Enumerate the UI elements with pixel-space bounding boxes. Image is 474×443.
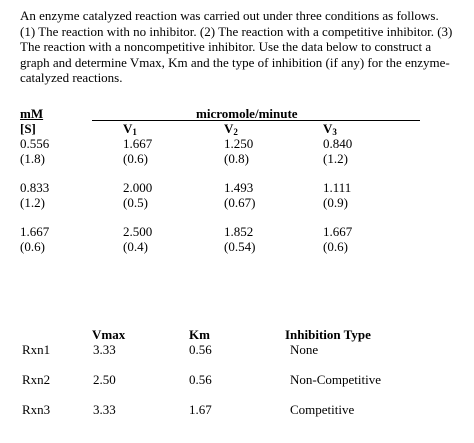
cell-inhibition-type: None — [290, 342, 319, 357]
cell-v2: 1.250 — [224, 136, 254, 151]
cell-v2: 1.493 — [224, 180, 254, 195]
cell-v1: 2.500 — [123, 224, 153, 239]
cell-v3-reciprocal: (0.9) — [323, 195, 348, 210]
cell-v3-reciprocal: (0.6) — [323, 239, 348, 254]
header-rule — [92, 120, 420, 121]
row-label-rxn: Rxn3 — [22, 402, 51, 417]
cell-v1-reciprocal: (0.5) — [123, 195, 148, 210]
intro-line: The reaction with a noncompetitive inhibitor. Use the data below to construct a — [20, 39, 432, 54]
cell-v3-reciprocal: (1.2) — [323, 151, 348, 166]
header-km: Km — [189, 327, 210, 342]
problem-statement — [20, 8, 462, 86]
cell-v1: 2.000 — [123, 180, 153, 195]
cell-km: 0.56 — [189, 342, 212, 357]
cell-v1-reciprocal: (0.6) — [123, 151, 148, 166]
intro-line: catalyzed reactions. — [20, 70, 123, 85]
cell-v2-reciprocal: (0.8) — [224, 151, 249, 166]
cell-v1-reciprocal: (0.4) — [123, 239, 148, 254]
cell-s-reciprocal: (1.8) — [20, 151, 45, 166]
cell-inhibition-type: Non-Competitive — [290, 372, 381, 387]
cell-vmax: 3.33 — [93, 342, 116, 357]
cell-s-reciprocal: (0.6) — [20, 239, 45, 254]
header-v3: $V_3$ — [323, 121, 337, 137]
cell-s: 0.556 — [20, 136, 50, 151]
unit-s-label: mM — [20, 106, 44, 121]
cell-s: 1.667 — [20, 224, 50, 239]
intro-line: graph and determine Vmax, Km and the type of inhibition (if any) for the enzyme- — [20, 54, 450, 70]
cell-vmax: 3.33 — [93, 402, 116, 417]
header-v1: $V_1$ — [123, 121, 137, 137]
cell-km: 0.56 — [189, 372, 212, 387]
unit-v-label: micromole/minute — [196, 106, 298, 121]
header-inhibition-type: Inhibition Type — [285, 327, 371, 342]
cell-v3: 0.840 — [323, 136, 353, 151]
cell-v1: 1.667 — [123, 136, 153, 151]
cell-v2: 1.852 — [224, 224, 254, 239]
intro-line: An enzyme catalyzed reaction was carried out under three conditions as follows. — [20, 8, 439, 23]
cell-vmax: 2.50 — [93, 372, 116, 387]
row-label-rxn: Rxn1 — [22, 342, 51, 357]
header-v2: $V_2$ — [224, 121, 238, 137]
header-s: [S] — [20, 121, 36, 136]
cell-v3: 1.111 — [323, 180, 352, 195]
cell-v2-reciprocal: (0.67) — [224, 195, 256, 210]
cell-km: 1.67 — [189, 402, 212, 417]
cell-s: 0.833 — [20, 180, 50, 195]
header-vmax: Vmax — [92, 327, 126, 342]
cell-inhibition-type: Competitive — [290, 402, 355, 417]
cell-v3: 1.667 — [323, 224, 353, 239]
cell-s-reciprocal: (1.2) — [20, 195, 45, 210]
row-label-rxn: Rxn2 — [22, 372, 51, 387]
intro-line: (1) The reaction with no inhibitor. (2) The reaction with a competitive inhibitor. (3) — [20, 23, 453, 39]
cell-v2-reciprocal: (0.54) — [224, 239, 256, 254]
